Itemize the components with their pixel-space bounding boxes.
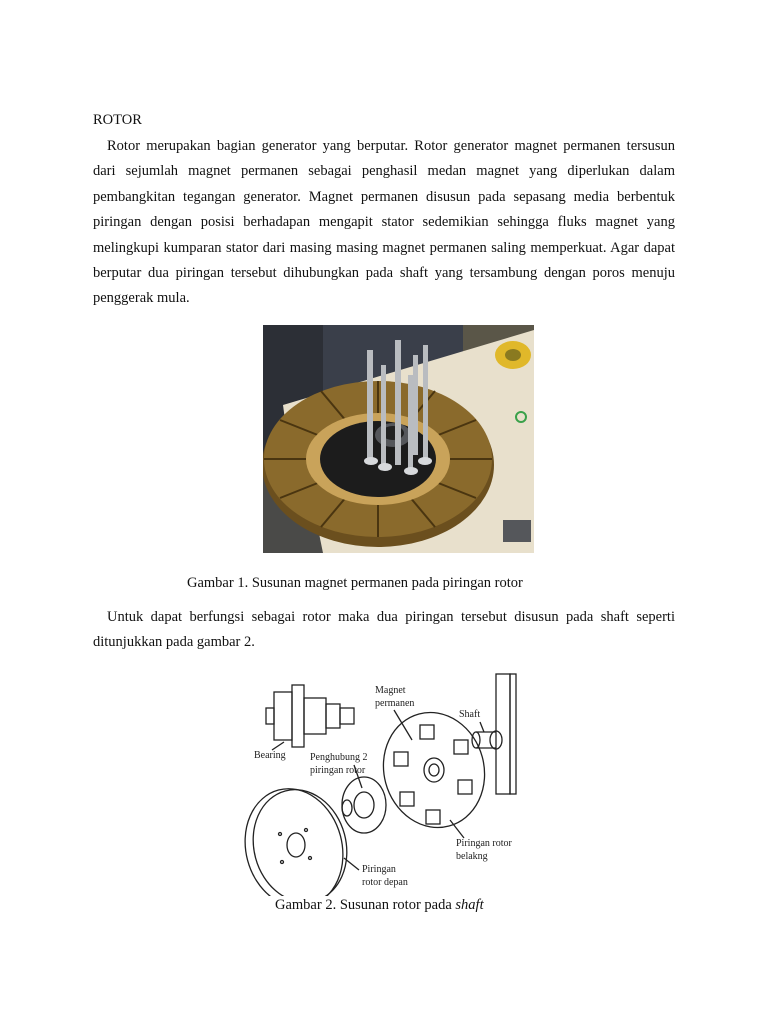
rotor-photo [263, 325, 534, 553]
label-penghubung-2: piringan rotor [310, 765, 366, 776]
section-heading: ROTOR [93, 112, 142, 128]
label-magnet-2: permanen [375, 698, 415, 709]
figure2-caption-italic: shaft [455, 897, 484, 913]
figure2-caption [275, 897, 484, 914]
label-magnet-1: Magnet [375, 685, 406, 696]
paragraph-rotor-description: Rotor merupakan bagian generator yang berputar. Rotor generator magnet permanen tersusun dari sejumlah magnet permanen sebagai penghasil medan magnet yang diperlukan dalam pembangkitan tegangan generator. Magnet permanen disusun pada sepasang media berbentuk piringan dengan posisi berhadapan mengapit stator sedemikian sehingga fluks magnet yang melingkupi kumparan stator dari masing masing magnet permanen saling memperkuat. Agar dapat berputar dua piringan tersebut dihubungkan pada shaft yang tersambung dengan poros menuju penggerak mula. [93, 138, 675, 307]
label-penghubung-1: Penghubung 2 [310, 752, 368, 763]
label-bearing: Bearing [254, 750, 286, 761]
label-depan-2: rotor depan [362, 877, 408, 888]
label-belakang-1: Piringan rotor [456, 838, 512, 849]
figure2-caption-text: Gambar 2. Susunan rotor pada [275, 897, 456, 913]
label-belakang-2: belakng [456, 851, 488, 862]
rotor-assembly-diagram [244, 670, 530, 896]
paragraph-shaft-arrangement: Untuk dapat berfungsi sebagai rotor maka dua piringan tersebut disusun pada shaft seperti ditunjukkan pada gambar 2. [93, 609, 675, 651]
figure1-caption: Gambar 1. Susunan magnet permanen pada piringan rotor [187, 575, 523, 591]
label-depan-1: Piringan [362, 864, 396, 875]
label-shaft: Shaft [459, 709, 481, 720]
